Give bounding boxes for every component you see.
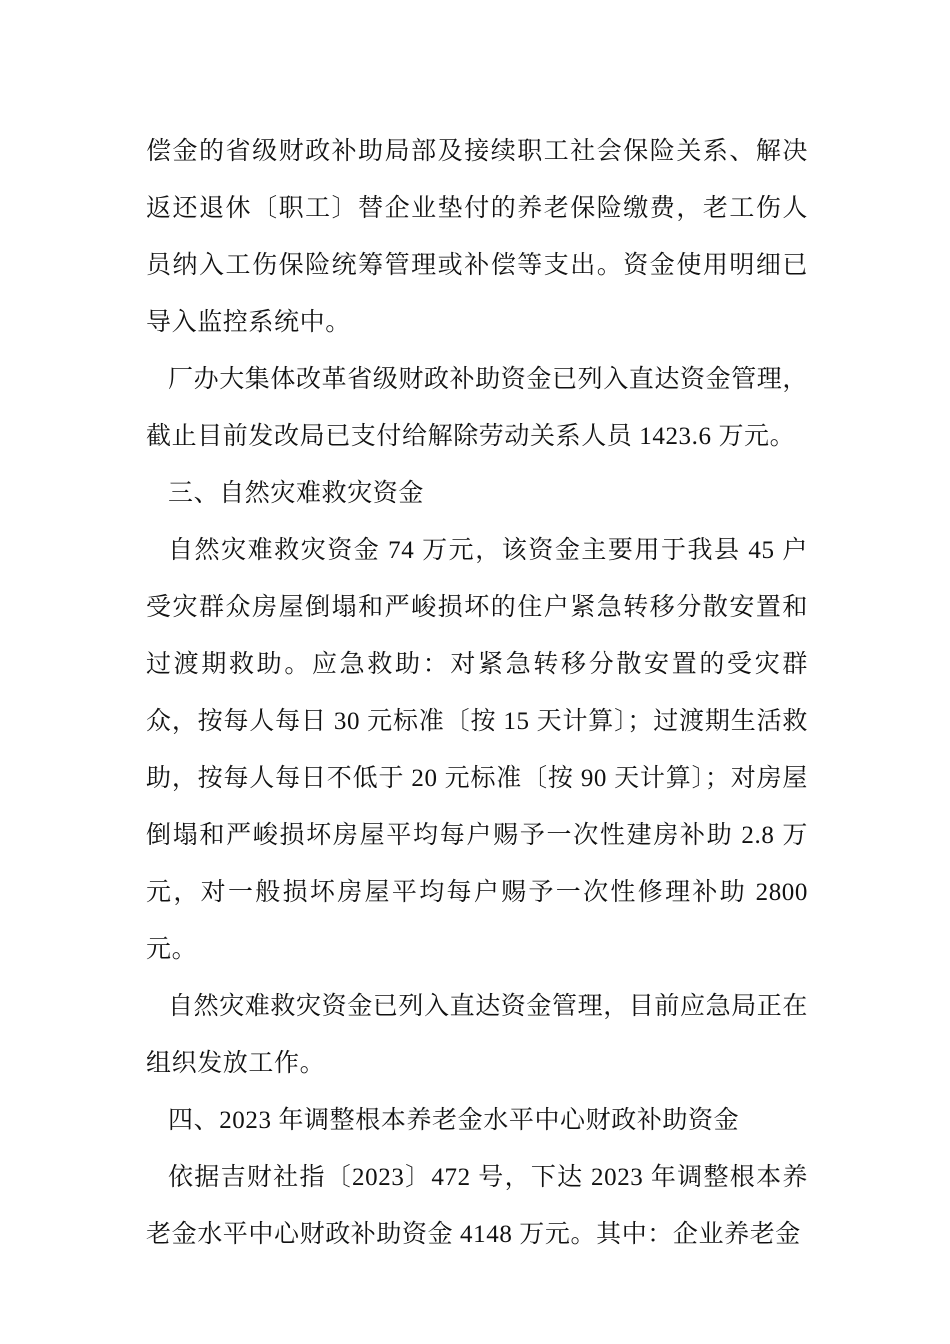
document-body xyxy=(146,123,808,1263)
section-heading-pension-adjustment: 四、2023 年调整根本养老金水平中心财政补助资金 xyxy=(168,1107,740,1134)
paragraph-continuation: 偿金的省级财政补助局部及接续职工社会保险关系、解决返还退休〔职工〕替企业垫付的养老保险缴费，老工伤人员纳入工伤保险统筹管理或补偿等支出。资金使用明细已导入监控系统中。 xyxy=(146,138,808,336)
paragraph-disaster-relief-details: 自然灾难救灾资金 74 万元，该资金主要用于我县 45 户受灾群众房屋倒塌和严峻损坏的住户紧急转移分散安置和过渡期救助。应急救助：对紧急转移分散安置的受灾群众，按每人每日 30 元标准〔按 15 天计算〕；过渡期生活救助，按每人每日不低于 20 元标准〔按 90 天计算〕；对房屋倒塌和严峻损坏房屋平均每户赐予一次性建房补助 2.8 万元，对一般损坏房屋平均每户赐予一次性修理补助 2800 元。 xyxy=(146,537,808,963)
paragraph-disaster-relief-status: 自然灾难救灾资金已列入直达资金管理，目前应急局正在组织发放工作。 xyxy=(146,993,809,1077)
paragraph-collective-reform: 厂办大集体改革省级财政补助资金已列入直达资金管理，截止目前发改局已支付给解除劳动关系人员 1423.6 万元。 xyxy=(146,366,809,450)
section-heading-disaster-relief: 三、自然灾难救灾资金 xyxy=(168,480,425,507)
paragraph-pension-adjustment: 依据吉财社指〔2023〕472 号，下达 2023 年调整根本养老金水平中心财政补助资金 4148 万元。其中：企业养老金 xyxy=(146,1164,808,1248)
